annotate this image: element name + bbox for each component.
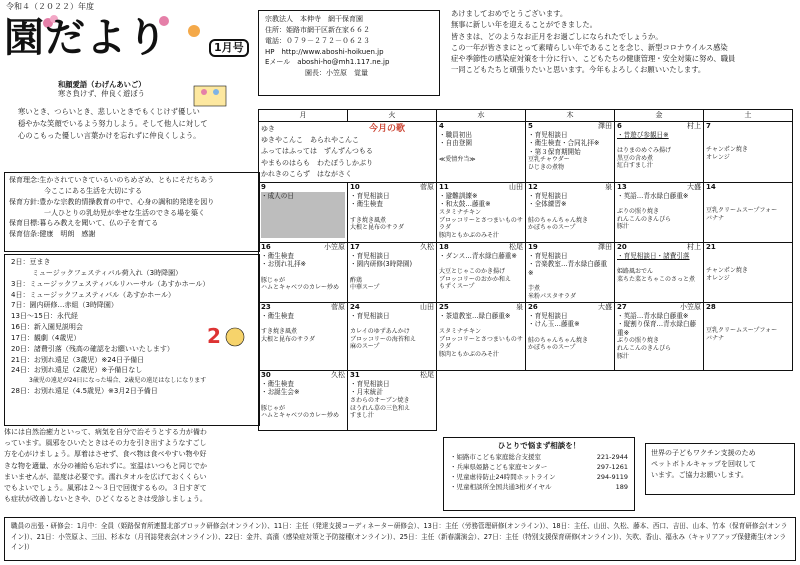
song-of-the-month: [259, 122, 437, 183]
day-staff-name: 大盛: [598, 303, 612, 311]
day-event: ・衛生検査: [261, 251, 294, 260]
song-line: かれきのこらず はながさく: [261, 169, 352, 178]
calendar-empty-area: [437, 371, 793, 431]
song-line: ふってはふっては ずんずんつもる: [261, 147, 373, 156]
day-header-row: [706, 243, 790, 252]
philosophy-line: 保育理念:生かされていきているいのちめざめ、ともにそだちあう: [9, 176, 215, 184]
menu-item: [617, 200, 701, 208]
day-event: ・縦割り保育…青水緑白藤重※: [617, 320, 697, 337]
menu-item: 黒豆の含め煮: [617, 154, 654, 162]
day-event: ・けん玉…藤重※: [528, 320, 580, 329]
event-item: 3日：ミュージックフェスティバルリハーサル（あすかホール）: [11, 279, 210, 288]
day-header-row: [439, 243, 523, 252]
newsletter-logo: [4, 13, 254, 71]
calendar-day-9: [259, 183, 348, 243]
calendar-day-28: [704, 303, 793, 371]
day-event: ・衛生検査: [261, 311, 294, 320]
health-line: きな物を適量、水分の補給も忘れずに。室温はいつもと同じでか: [4, 461, 207, 470]
motto-title: 和顔愛語（わげんあいご）: [58, 80, 146, 89]
notice-line: ペットボトルキャップを回収して: [651, 460, 756, 469]
day-number: 6: [617, 122, 622, 130]
menu-item: れんこんのきんぴら: [617, 344, 672, 352]
day-event: ・自由登園: [439, 139, 472, 148]
day-number: 19: [528, 243, 538, 251]
calendar-day-21: [704, 243, 793, 303]
calendar-day-31: [348, 371, 437, 431]
school-email[interactable]: Eメール aboshi-ho@mh1.117.ne.jp: [265, 58, 390, 67]
song-line: ゆき: [261, 125, 275, 133]
menu-item: [439, 260, 523, 268]
day-number: 5: [528, 122, 533, 130]
consult-org: ・姫路市こども家庭総合支援室: [450, 452, 541, 461]
menu-item: [617, 260, 701, 268]
menu-item: [261, 269, 345, 277]
menu-item: ぶりの照り焼き: [617, 208, 660, 216]
fiscal-year: 令和４（２０２２）年度: [6, 2, 94, 11]
menu-item: 大根と昆布のサラダ: [261, 335, 315, 343]
day-number: 10: [350, 183, 360, 191]
day-staff-name: 松尾: [509, 243, 523, 251]
menu-item: 鮭のちゃんちゃん焼き: [528, 216, 589, 224]
day-staff-name: 大盛: [687, 183, 701, 191]
monthly-calendar: [258, 109, 793, 431]
day-staff-name: 村上: [687, 122, 701, 130]
day-number: 27: [617, 303, 627, 311]
day-number: 16: [261, 243, 271, 251]
day-header-thu: 木: [526, 110, 615, 122]
day-staff-name: 菅原: [331, 303, 345, 311]
day-staff-name: 小笠原: [324, 243, 345, 251]
logo-title: 園だより: [4, 14, 168, 61]
day-event: ・園内研修(3時降園): [350, 260, 413, 269]
menu-item: [350, 209, 434, 217]
consult-org: ・兵庫県姫路こども家庭センター: [450, 462, 548, 471]
greeting-line: 一同こどもたちと頑張りたいと思います。今年もよろしくお願いいたします。: [451, 65, 706, 75]
calendar-day-24: [348, 303, 437, 371]
menu-item: 豚肉ともかぶのみそ汁: [439, 351, 500, 359]
menu-item: [528, 209, 612, 217]
calendar-day-11: [437, 183, 526, 243]
day-event: ・育児相談日: [350, 379, 390, 388]
motto-line: 穏やかな笑顔でいるよう努力しよう。そして他人に対して: [18, 118, 208, 128]
menu-item: 菜ちた菜とちゃこのさっと煮: [617, 275, 696, 283]
menu-item: ブロッコリーとさつまいものサラダ: [439, 216, 523, 232]
menu-item: もずくスープ: [439, 283, 475, 291]
monthly-motto: [18, 80, 256, 173]
day-staff-name: 澤田: [598, 122, 612, 130]
day-event: ・和太鼓…藤重※: [439, 200, 491, 209]
menu-item: ハムとキャベツのカレー炒め: [261, 412, 340, 420]
consult-phone[interactable]: 297-1261: [596, 462, 628, 471]
menu-item: 芋煮: [528, 284, 541, 292]
menu-item: 豚汁: [617, 223, 630, 231]
event-item: 7日：園内研修…赤組（3時降園）: [11, 301, 118, 310]
menu-item: [706, 192, 790, 200]
day-event: ・衛生検査: [350, 200, 383, 209]
greeting-line: 症や季節性の感染症対策を十分に行い、こどもたちの健康管理・安全対策に努め、職員: [451, 54, 736, 64]
day-number: 25: [439, 303, 449, 311]
day-header-row: [350, 183, 434, 192]
day-header-tue: 火: [348, 110, 437, 122]
event-item: 20日：諸費引落（残高の確認をお願いいたします）: [11, 344, 174, 353]
menu-item: [617, 139, 701, 147]
song-title-art: 今月の歌: [369, 124, 406, 134]
school-info-box: [258, 10, 440, 96]
day-event: ・育児相談日: [350, 311, 390, 320]
day-event: ・育児相談日: [528, 191, 568, 200]
day-number: 28: [706, 303, 716, 311]
school-phone: 電話：０７９－２７２－０６２３: [265, 36, 370, 45]
day-event: ・育児相談日・諸費引落: [617, 251, 690, 260]
day-header-row: [261, 371, 345, 380]
greeting-line: 無事に新しい年を迎えることができました。: [451, 20, 597, 30]
calendar-day-23: [259, 303, 348, 371]
menu-item: 大根と昆布のサラダ: [350, 224, 404, 232]
day-number: 14: [706, 183, 716, 191]
consult-phone[interactable]: 294-9119: [596, 472, 628, 481]
event-item: 21日：お別れ遠足（3歳児）※24日予備日: [11, 355, 145, 364]
day-header-row: [439, 303, 523, 312]
event-item: ミュージックフェスティバル荷入れ（3時降園）: [11, 268, 183, 277]
menu-item: スタミナチキン: [439, 208, 481, 216]
menu-item: 中華スープ: [350, 284, 380, 292]
day-header-row: [706, 303, 790, 312]
day-event: ・昔遊び参観日※: [617, 130, 669, 139]
policy-line: 一人ひとりの乳幼児が幸せな生活のできる場を築く: [9, 208, 205, 217]
menu-item: バナナ: [706, 334, 725, 342]
day-header-row: [528, 122, 612, 131]
calendar-day-12: [526, 183, 615, 243]
event-item: 4日：ミュージックフェスティバル（あすかホール）: [11, 290, 175, 299]
calendar-day-17: [348, 243, 437, 303]
calendar-day-14: [704, 183, 793, 243]
event-item: 28日：お別れ遠足（4.5歳児）※3月2日予備日: [11, 386, 158, 395]
day-staff-name: 菅原: [420, 183, 434, 191]
day-number: 31: [350, 371, 360, 379]
song-line: やまものはらも わたぼうしかぶり: [261, 158, 373, 167]
month-badge: 1月号: [209, 39, 249, 57]
february-illustration-icon: [205, 319, 247, 353]
calendar-day-16: [259, 243, 348, 303]
day-header-row: [706, 122, 790, 131]
menu-item: ぶりの照り焼き: [617, 337, 660, 345]
day-header-row: [439, 122, 523, 131]
health-line: 方を心がけましょう。厚着はさせず、食べ物は食べやすい物や好: [4, 450, 207, 459]
menu-item: ブロッコリーとさつまいものサラダ: [439, 335, 523, 351]
calendar-day-18: [437, 243, 526, 303]
school-name: 宗教法人 本伸寺 網干保育園: [265, 15, 363, 23]
menu-item: [439, 320, 523, 328]
consult-org: ・児童虐待防止24時間ホットライン: [450, 472, 556, 481]
menu-item: ほうれん草の三色和え: [350, 404, 411, 412]
consult-org: ・児童相談所全国共通3桁ダイヤル: [450, 482, 552, 491]
day-header-row: [350, 243, 434, 252]
menu-item: チャンポン焼き: [706, 146, 748, 154]
menu-item: 豚汁: [617, 352, 630, 360]
consult-phone[interactable]: 189: [615, 482, 628, 491]
menu-item: 鮭のちゃんちゃん焼き: [528, 336, 589, 344]
consult-row: [450, 462, 628, 472]
menu-item: ブロッコリーのおかか和え: [439, 275, 511, 283]
day-header-row: [528, 243, 612, 252]
day-number: 7: [706, 122, 711, 130]
menu-item: 豆乳クリームスープフォー: [706, 327, 778, 335]
day-event: ・育児相談日: [350, 191, 390, 200]
day-header-sat: 土: [704, 110, 793, 122]
day-event: ・全体練習※: [528, 200, 567, 209]
menu-item: 豚じゃが: [261, 404, 286, 412]
calendar-day-13: [615, 183, 704, 243]
calendar-day-7: [704, 122, 793, 183]
menu-item: すき焼き風煮: [350, 216, 387, 224]
day-header-row: [706, 183, 790, 192]
day-event: ・第３保育期開始: [528, 147, 581, 156]
menu-item: [528, 277, 612, 285]
health-column: [4, 427, 260, 517]
greeting-line: あけましておめでとうございます。: [451, 9, 568, 18]
principal: 園長：小笠原 覚量: [305, 69, 368, 78]
menu-item: 豚肉ともかぶのみそ汁: [439, 231, 500, 239]
menu-item: さわらのオーブン焼き: [350, 396, 410, 404]
day-header-row: [528, 183, 612, 192]
day-event: ・お誕生会※: [261, 388, 300, 397]
menu-item: スタミナチキン: [439, 328, 481, 336]
menu-item: オレンジ: [706, 153, 730, 161]
menu-item: オレンジ: [706, 274, 730, 282]
motto-line: 心のこもった優しい言葉かけを忘れずに仲良くしよう。: [18, 130, 201, 140]
calendar-day-26: [526, 303, 615, 371]
day-event: ・音楽教室…青水緑白藤重※: [528, 260, 608, 277]
menu-item: バナナ: [706, 214, 725, 222]
consultation-title: ひとりで悩まず相談を！: [497, 441, 581, 450]
day-header-wed: 水: [437, 110, 526, 122]
menu-item: [706, 312, 790, 320]
childcare-philosophy-box: [4, 172, 260, 252]
day-number: 24: [350, 303, 360, 311]
health-line: 体には自然治癒力といって、病気を自分で治そうとする力が備わ: [4, 428, 207, 436]
day-header-row: [617, 303, 701, 312]
menu-item: カレイのゆずあんかけ: [350, 328, 410, 336]
day-number: 17: [350, 243, 360, 251]
calendar-day-19: [526, 243, 615, 303]
menu-item: [706, 252, 790, 260]
calendar-day-20: [615, 243, 704, 303]
day-event: ・月末統計: [350, 388, 383, 397]
menu-item: 姫路風おでん: [617, 268, 653, 276]
menu-item: 豆乳チャウダー: [528, 156, 570, 164]
day-header-row: [261, 183, 345, 192]
day-number: 9: [261, 183, 266, 191]
monthly-events-box: [4, 254, 260, 426]
motto-subtitle: 寒さ負けず、仲良く遊ぼう: [58, 89, 145, 99]
menu-item: ハムとキャベツのカレー炒め: [261, 284, 340, 292]
day-staff-name: 泉: [605, 183, 612, 191]
calendar-day-27: [615, 303, 704, 371]
day-event: ・避難訓練※: [439, 191, 478, 200]
consult-row: [450, 452, 628, 462]
day-header-mon: 月: [259, 110, 348, 122]
day-staff-name: 小笠原: [680, 303, 701, 311]
calendar-day-5: [526, 122, 615, 183]
menu-item: [261, 397, 345, 405]
svg-text:2: 2: [207, 324, 221, 348]
menu-item: はりまのめぐみ揚げ: [617, 147, 672, 155]
day-number: 23: [261, 303, 271, 311]
bottle-cap-notice: [645, 443, 795, 495]
day-header-row: [350, 303, 434, 312]
event-item: 16日：新入園児説明会: [11, 323, 83, 332]
school-website[interactable]: HP http://www.aboshi-hoikuen.jp: [265, 47, 384, 56]
menu-item: れんこんのきんぴら: [617, 215, 672, 223]
health-line: っています。風邪をひいたときはその力を引き出すようなすごし: [4, 439, 207, 448]
day-staff-name: 泉: [516, 303, 523, 311]
day-header-row: [350, 371, 434, 380]
new-year-greeting: [451, 8, 797, 76]
motto-line: 寒いとき、つらいとき、悲しいときでもくじけず優しい: [18, 107, 200, 117]
menu-item: ブロッコリーの海苔和え: [350, 335, 416, 343]
day-number: 4: [439, 122, 444, 130]
notice-line: 世界の子どもワクチン支援のため: [651, 449, 756, 457]
day-header-row: [528, 303, 612, 312]
staff-training-box: 職員の出張・研修会：1月中：全員（姫路保育所連盟北部ブロック研修会(オンライン)）、11日：主任（発達支援コーディネーター研修会）、13日：主任（労務管理研修(オンライン)）、18日：主任、山田、久松、藤本、西口、吉田、山本、竹本（保育研修会(オンライン)）、21日：小笠原よ、三田、杉本な（月刊誌発表会(オンライン)）、22日：金井、高濱（感染症対策と予防接種(オンライン)）、25日：主任（新春講演会）、27日：主任（特別支援保育研修(オンライン)）、矢吹、香山、福永み（キャリアアップ保健衛生(オンライン)）: [4, 517, 796, 561]
health-line: まいませんが、湿度は必要です。濡れタオルを広げておくくらい: [4, 472, 207, 481]
day-number: 30: [261, 371, 271, 379]
greeting-line: この一年が皆さまにとって素晴らしい年であることを念じ、新型コロナウイルス感染: [451, 42, 728, 52]
calendar-day-4: [437, 122, 526, 183]
day-event: ・育児相談日: [528, 130, 568, 139]
menu-item: 酢鶏: [350, 276, 363, 284]
day-number: 18: [439, 243, 449, 251]
menu-item: 大豆とじゃこのかき揚げ: [439, 268, 506, 276]
calendar-day-6: [615, 122, 704, 183]
menu-item: [350, 269, 434, 277]
day-staff-name: 松尾: [420, 371, 434, 379]
day-staff-name: 久松: [331, 371, 345, 379]
menu-item: 豚じゃが: [261, 276, 286, 284]
calendar-day-10: [348, 183, 437, 243]
song-line: ゆきやこんこ あられやこんこ: [261, 136, 359, 145]
day-header-row: [439, 183, 523, 192]
menu-item: ひじきの煮物: [528, 163, 565, 171]
day-staff-name: 村上: [687, 243, 701, 251]
menu-item: チャンポン焼き: [706, 267, 748, 275]
philosophy-line: 今ここにある生活を大切にする: [9, 186, 142, 195]
day-header-fri: 金: [615, 110, 704, 122]
day-number: 12: [528, 183, 538, 191]
menu-item: 麻のスープ: [350, 343, 380, 351]
consultation-box: [443, 437, 635, 511]
day-number: 13: [617, 183, 627, 191]
calendar-day-30: [259, 371, 348, 431]
event-item: 17日：観劇（4歳児）: [11, 333, 81, 342]
school-address: 住所：姫路市網干区新在家６６２: [265, 25, 370, 34]
day-event: ・成人の日: [261, 192, 345, 238]
calendar-day-25: [437, 303, 526, 371]
day-event: ・ダンス…青水緑白藤重※: [439, 251, 517, 260]
day-staff-name: 山田: [509, 183, 523, 191]
menu-item: すまし汁: [350, 412, 375, 420]
day-header-row: [617, 183, 701, 192]
menu-item: かぼちゃのスープ: [528, 344, 576, 352]
menu-item: [706, 131, 790, 139]
day-event: ・職員初出: [439, 130, 472, 139]
day-header-row: [261, 243, 345, 252]
menu-item: 米粉パスタサラダ: [528, 292, 576, 300]
day-number: 11: [439, 183, 449, 191]
menu-item: [439, 148, 523, 156]
event-item: 24日：お別れ遠足（2歳児）※予備日なし: [11, 366, 143, 375]
event-item: 13日～15日：永代経: [11, 312, 78, 321]
day-staff-name: 久松: [420, 243, 434, 251]
day-header-row: [617, 243, 701, 252]
menu-item: すき焼き風煮: [261, 328, 298, 336]
kids-illustration-icon: [190, 80, 230, 108]
event-note: 3歳児の遠足が24日になった場合、2歳児の遠足はなしになります: [11, 377, 207, 385]
day-event: ・お別れ礼拝※: [261, 260, 307, 269]
menu-item: [350, 320, 434, 328]
day-number: 21: [706, 243, 716, 251]
menu-item: [528, 329, 612, 337]
creed-line: 保育信条:健康 明朗 感謝: [9, 230, 96, 239]
policy-line: 保育方針:豊かな宗教的情操教育の中で、心身の調和的発達を図り: [9, 197, 215, 206]
menu-item: かぼちゃのスープ: [528, 224, 576, 232]
day-event: ・育児相談日: [528, 311, 568, 320]
day-staff-name: 澤田: [598, 243, 612, 251]
day-event: ・衛生検査・合同礼拝※: [528, 139, 600, 148]
day-event: ・衛生検査: [261, 379, 294, 388]
health-line: でもよいでしょう。風邪は２～３日で回復するもの。３日すぎて: [4, 483, 207, 492]
menu-item: ≪愛情弁当≫: [439, 155, 476, 163]
day-event: ・英語…青水緑白藤重※: [617, 311, 689, 320]
menu-item: [261, 320, 345, 328]
consult-phone[interactable]: 221-2944: [596, 452, 628, 461]
event-item: 2日：豆まき: [11, 258, 51, 266]
menu-item: 豆乳クリームスープフォー: [706, 207, 778, 215]
day-staff-name: 山田: [420, 303, 434, 311]
goal-line: 保育目標:暮らみ教えを聞いて、仏の子を育てる: [9, 219, 159, 228]
day-header-row: [617, 122, 701, 131]
notice-line: います。ご協力お願いします。: [651, 471, 748, 480]
day-event: ・育児相談日: [528, 251, 568, 260]
day-event: ・育児相談日: [350, 251, 390, 260]
health-line: も症状が改善しないときや、ひどくなるときは受診しましょう。: [4, 495, 207, 504]
day-event: ・茶道教室…緑白藤重※: [439, 311, 511, 320]
day-number: 20: [617, 243, 627, 251]
day-number: 26: [528, 303, 538, 311]
day-header-row: [261, 303, 345, 312]
greeting-line: 皆さまは、どのようなお正月をお過ごしになられたでしょうか。: [451, 31, 663, 41]
consult-row: [450, 482, 628, 492]
consult-row: [450, 472, 628, 482]
day-event: ・英語…青水緑白藤重※: [617, 191, 689, 200]
menu-item: 紅白すまし汁: [617, 162, 654, 170]
